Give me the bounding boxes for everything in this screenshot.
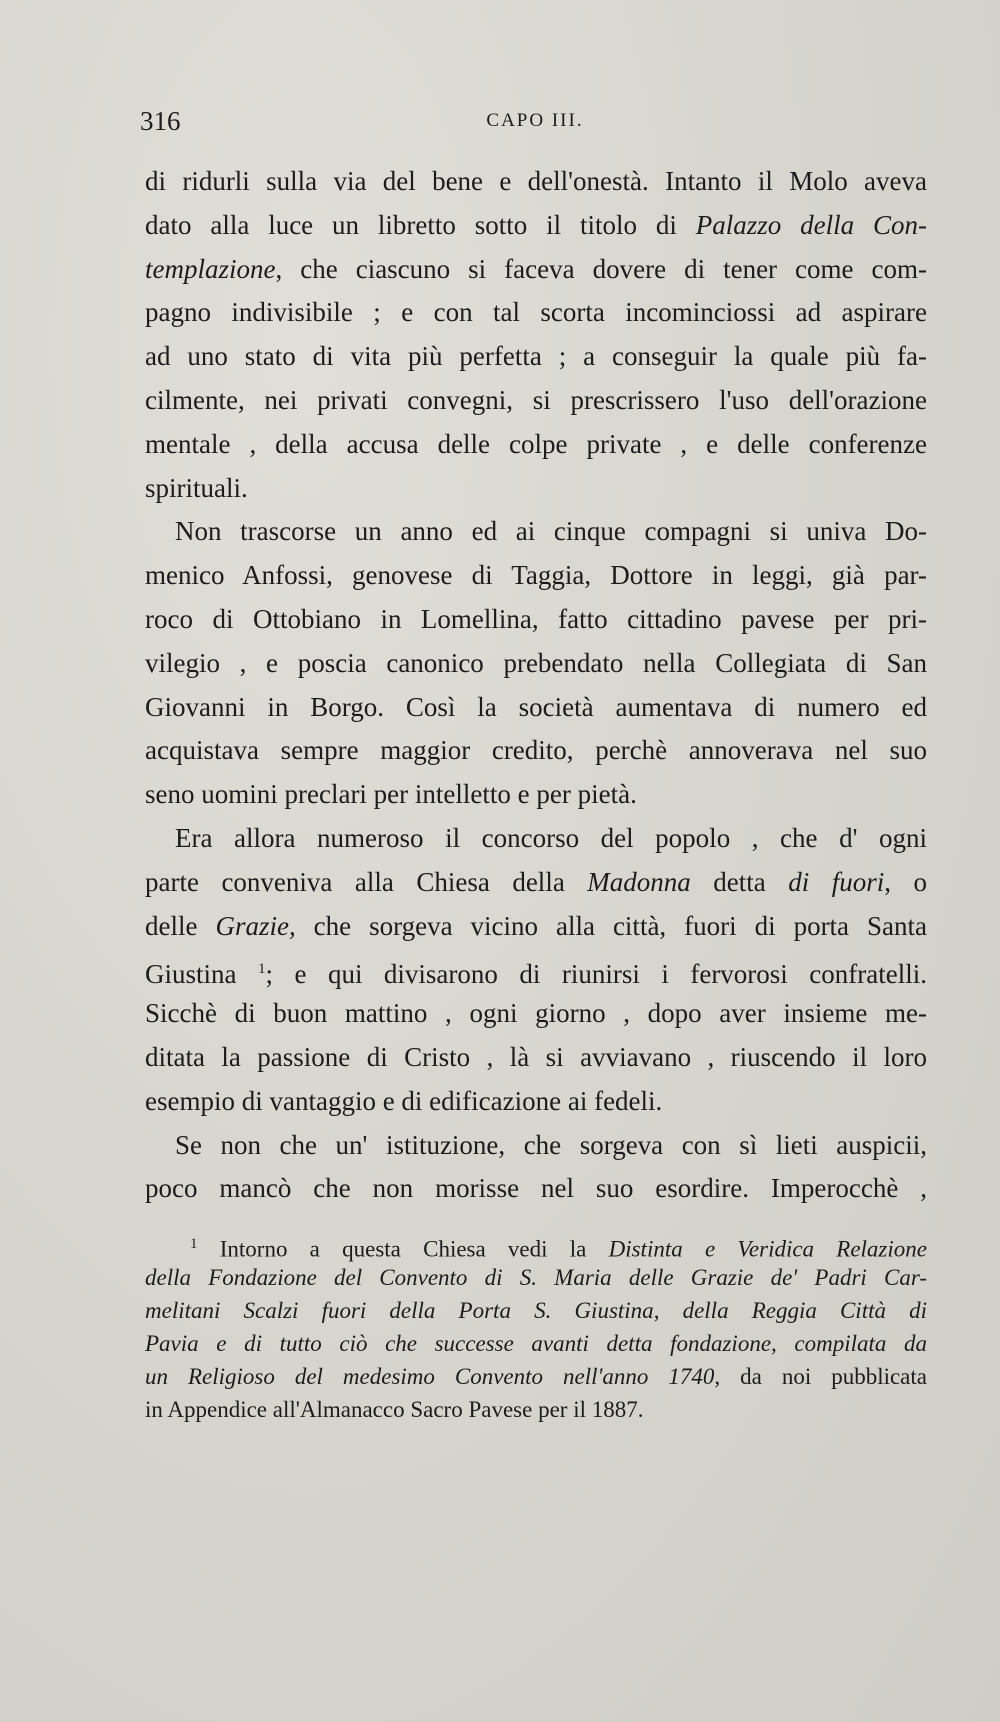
footnote-line: un Religioso del medesimo Convento nell'anno 1740, da noi pubblicata — [145, 1364, 927, 1389]
text-line: parte conveniva alla Chiesa della Madonna detta di fuori, o — [145, 866, 928, 897]
text-line: Non trascorse un anno ed ai cinque compagni si univa Do- — [175, 516, 927, 547]
text-line: esempio di vantaggio e di edificazione ai fedeli. — [145, 1085, 663, 1116]
text-line: delle Grazie, che sorgeva vicino alla città, fuori di porta Santa — [145, 910, 927, 941]
footnote-line: in Appendice all'Almanacco Sacro Pavese per il 1887. — [145, 1397, 644, 1422]
footnote-line: Pavia e di tutto ciò che successe avanti detta fondazione, compilata da — [145, 1331, 927, 1356]
text-line: poco mancò che non morisse nel suo esordire. Imperocchè , — [145, 1173, 927, 1204]
page-header — [140, 106, 930, 146]
footnote-line: melitani Scalzi fuori della Porta S. Giustina, della Reggia Città di — [145, 1298, 928, 1323]
text-line: Giovanni in Borgo. Così la società aumentava di numero ed — [145, 691, 927, 722]
footnote — [145, 1228, 927, 1426]
page-number: 316 — [140, 106, 181, 136]
footnote-line: della Fondazione del Convento di S. Maria delle Grazie de' Padri Car- — [145, 1265, 927, 1290]
text-line: pagno indivisibile ; e con tal scorta incominciossi ad aspirare — [145, 297, 927, 328]
text-line: dato alla luce un libretto sotto il titolo di Palazzo della Con- — [145, 209, 927, 240]
text-line: cilmente, nei privati convegni, si prescrissero l'uso dell'orazione — [145, 384, 927, 415]
text-line: menico Anfossi, genovese di Taggia, Dottore in leggi, già par- — [145, 560, 927, 591]
text-line: spirituali. — [145, 472, 248, 503]
text-line: Sicchè di buon mattino , ogni giorno , dopo aver insieme me- — [145, 998, 927, 1029]
footnote-marker: 1 — [257, 961, 266, 978]
text-line: ad uno stato di vita più perfetta ; a conseguir la quale più fa- — [145, 341, 927, 372]
text-line: templazione, che ciascuno si faceva dovere di tener come com- — [145, 253, 927, 284]
text-line: roco di Ottobiano in Lomellina, fatto cittadino pavese per pri- — [145, 603, 927, 634]
text-line: mentale , della accusa delle colpe private , e delle conferenze — [145, 428, 927, 459]
text-line: Giustina $^1$; e qui divisarono di riunirsi i fervorosi confratelli. — [145, 959, 927, 990]
text-line: Se non che un' istituzione, che sorgeva con sì lieti auspicii, — [175, 1129, 927, 1160]
text-line: ditata la passione di Cristo , là si avviavano , riuscendo il loro — [145, 1041, 927, 1072]
text-line: vilegio , e poscia canonico prebendato nella Collegiata di San — [145, 647, 927, 678]
text-line: di ridurli sulla via del bene e dell'onestà. Intanto il Molo aveva — [145, 166, 927, 196]
footnote-line: $^1$ Intorno a questa Chiesa vedi la Distinta e Veridica Relazione — [190, 1236, 927, 1262]
text-line: seno uomini preclari per intelletto e per pietà. — [145, 779, 637, 810]
text-line: Era allora numeroso il concorso del popolo , che d' ogni — [175, 822, 927, 853]
running-head: CAPO III. — [486, 110, 584, 131]
text-line: acquistava sempre maggior credito, perchè annoverava nel suo — [145, 735, 927, 766]
body-text — [145, 160, 927, 1211]
